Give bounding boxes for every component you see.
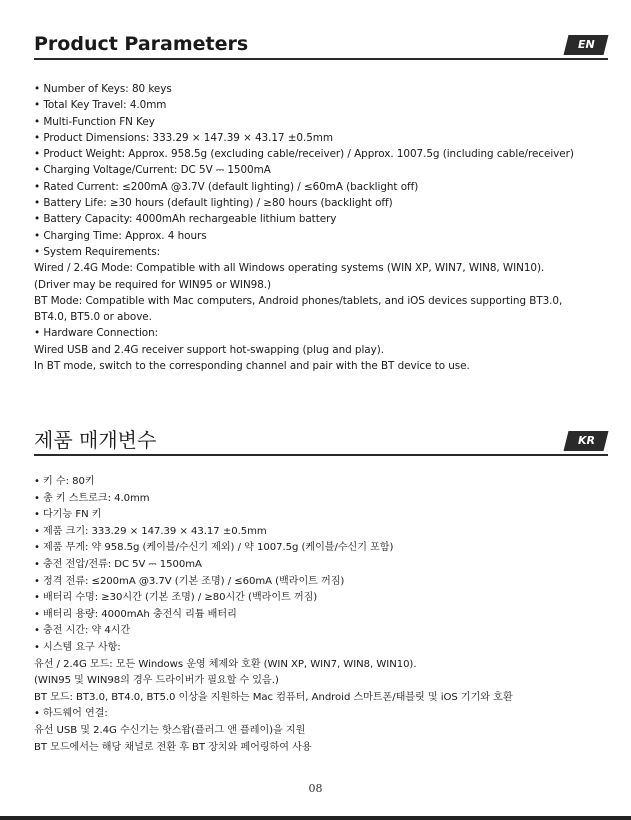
parameter-line: 유선 / 2.4G 모드: 모든 Windows 운영 체제와 호환 (WIN XP, WIN7, WIN8, WIN10). [34, 658, 417, 670]
parameter-line: • 제품 크기: 333.29 × 147.39 × 43.17 ±0.5mm [34, 525, 267, 537]
badge-label-kr: KR [577, 434, 595, 447]
parameter-line: • Rated Current: ≤200mA @3.7V (default lighting) / ≤60mA (backlight off) [34, 180, 419, 193]
parameter-line: • 총 키 스트로크: 4.0mm [34, 492, 150, 504]
parameter-line: • 정격 전류: ≤200mA @3.7V (기본 조명) / ≤60mA (백라이트 꺼짐) [34, 575, 345, 587]
parameter-line: • 키 수: 80키 [34, 476, 95, 487]
parameter-line: In BT mode, switch to the corresponding channel and pair with the BT device to use. [34, 360, 470, 373]
parameter-line: • Number of Keys: 80 keys [34, 83, 172, 95]
language-badge-kr [564, 431, 609, 451]
parameter-line: BT4.0, BT5.0 or above. [34, 311, 152, 324]
parameter-line: • Multi-Function FN Key [34, 115, 155, 128]
badge-label-en: EN [577, 38, 595, 51]
parameter-line: • 시스템 요구 사항: [34, 641, 121, 653]
parameter-line: BT 모드: BT3.0, BT4.0, BT5.0 이상을 지원하는 Mac 컴퓨터, Android 스마트폰/태블릿 및 iOS 기기와 호환 [34, 691, 513, 703]
parameter-line: • 충전 전압/전류: DC 5V ⎓ 1500mA [34, 558, 202, 570]
title-divider-kr [34, 454, 608, 456]
parameter-line: • System Requirements: [34, 245, 161, 258]
parameter-line: • Hardware Connection: [34, 327, 159, 340]
parameter-line: (WIN95 및 WIN98의 경우 드라이버가 필요할 수 있음.) [34, 675, 279, 687]
parameter-line: 유선 USB 및 2.4G 수신기는 핫스왑(플러그 앤 플레이)을 지원 [34, 724, 306, 736]
english-section [34, 32, 608, 373]
korean-section [34, 428, 608, 753]
parameter-line: • Battery Capacity: 4000mAh rechargeable lithium battery [34, 213, 337, 226]
parameter-line: • 배터리 수명: ≥30시간 (기본 조명) / ≥80시간 (백라이트 꺼짐) [34, 592, 318, 604]
parameter-line: (Driver may be required for WIN95 or WIN98.) [34, 278, 272, 291]
parameter-line: • Charging Voltage/Current: DC 5V ⎓ 1500mA [34, 164, 271, 177]
bottom-border [0, 816, 631, 820]
parameter-line: Wired / 2.4G Mode: Compatible with all Windows operating systems (WIN XP, WIN7, WIN8, WIN10). [34, 262, 545, 275]
parameter-line: • 충전 시간: 약 4시간 [34, 625, 131, 637]
parameter-line: • 다기능 FN 키 [34, 509, 102, 521]
parameter-line: BT 모드에서는 해당 채널로 전환 후 BT 장치와 페어링하여 사용 [34, 741, 312, 753]
parameter-line: • Total Key Travel: 4.0mm [34, 99, 167, 112]
parameter-list-kr [34, 474, 608, 756]
parameter-line: • Product Dimensions: 333.29 × 147.39 × 43.17 ±0.5mm [34, 131, 333, 144]
page-number: 08 [308, 782, 323, 795]
parameter-line: • Charging Time: Approx. 4 hours [34, 229, 207, 242]
section-title-en: Product Parameters [34, 33, 249, 55]
language-badge-en [564, 35, 609, 55]
parameter-line: BT Mode: Compatible with Mac computers, Android phones/tablets, and iOS devices supporting BT3.0, [34, 294, 563, 307]
parameter-line: • 제품 무게: 약 958.5g (케이블/수신기 제외) / 약 1007.5g (케이블/수신기 포함) [34, 542, 394, 554]
parameter-list-en [34, 81, 608, 374]
parameter-line: • 하드웨어 연결: [34, 708, 108, 720]
parameter-line: Wired USB and 2.4G receiver support hot-swapping (plug and play). [34, 343, 384, 356]
title-divider-en [34, 58, 608, 60]
parameter-line: • Battery Life: ≥30 hours (default lighting) / ≥80 hours (backlight off) [34, 197, 393, 210]
parameter-line: • Product Weight: Approx. 958.5g (excluding cable/receiver) / Approx. 1007.5g (including cable/receiver) [34, 148, 574, 161]
parameter-line: • 배터리 용량: 4000mAh 충전식 리튬 배터리 [34, 608, 237, 620]
section-title-kr: 제품 매개변수 [34, 428, 157, 452]
